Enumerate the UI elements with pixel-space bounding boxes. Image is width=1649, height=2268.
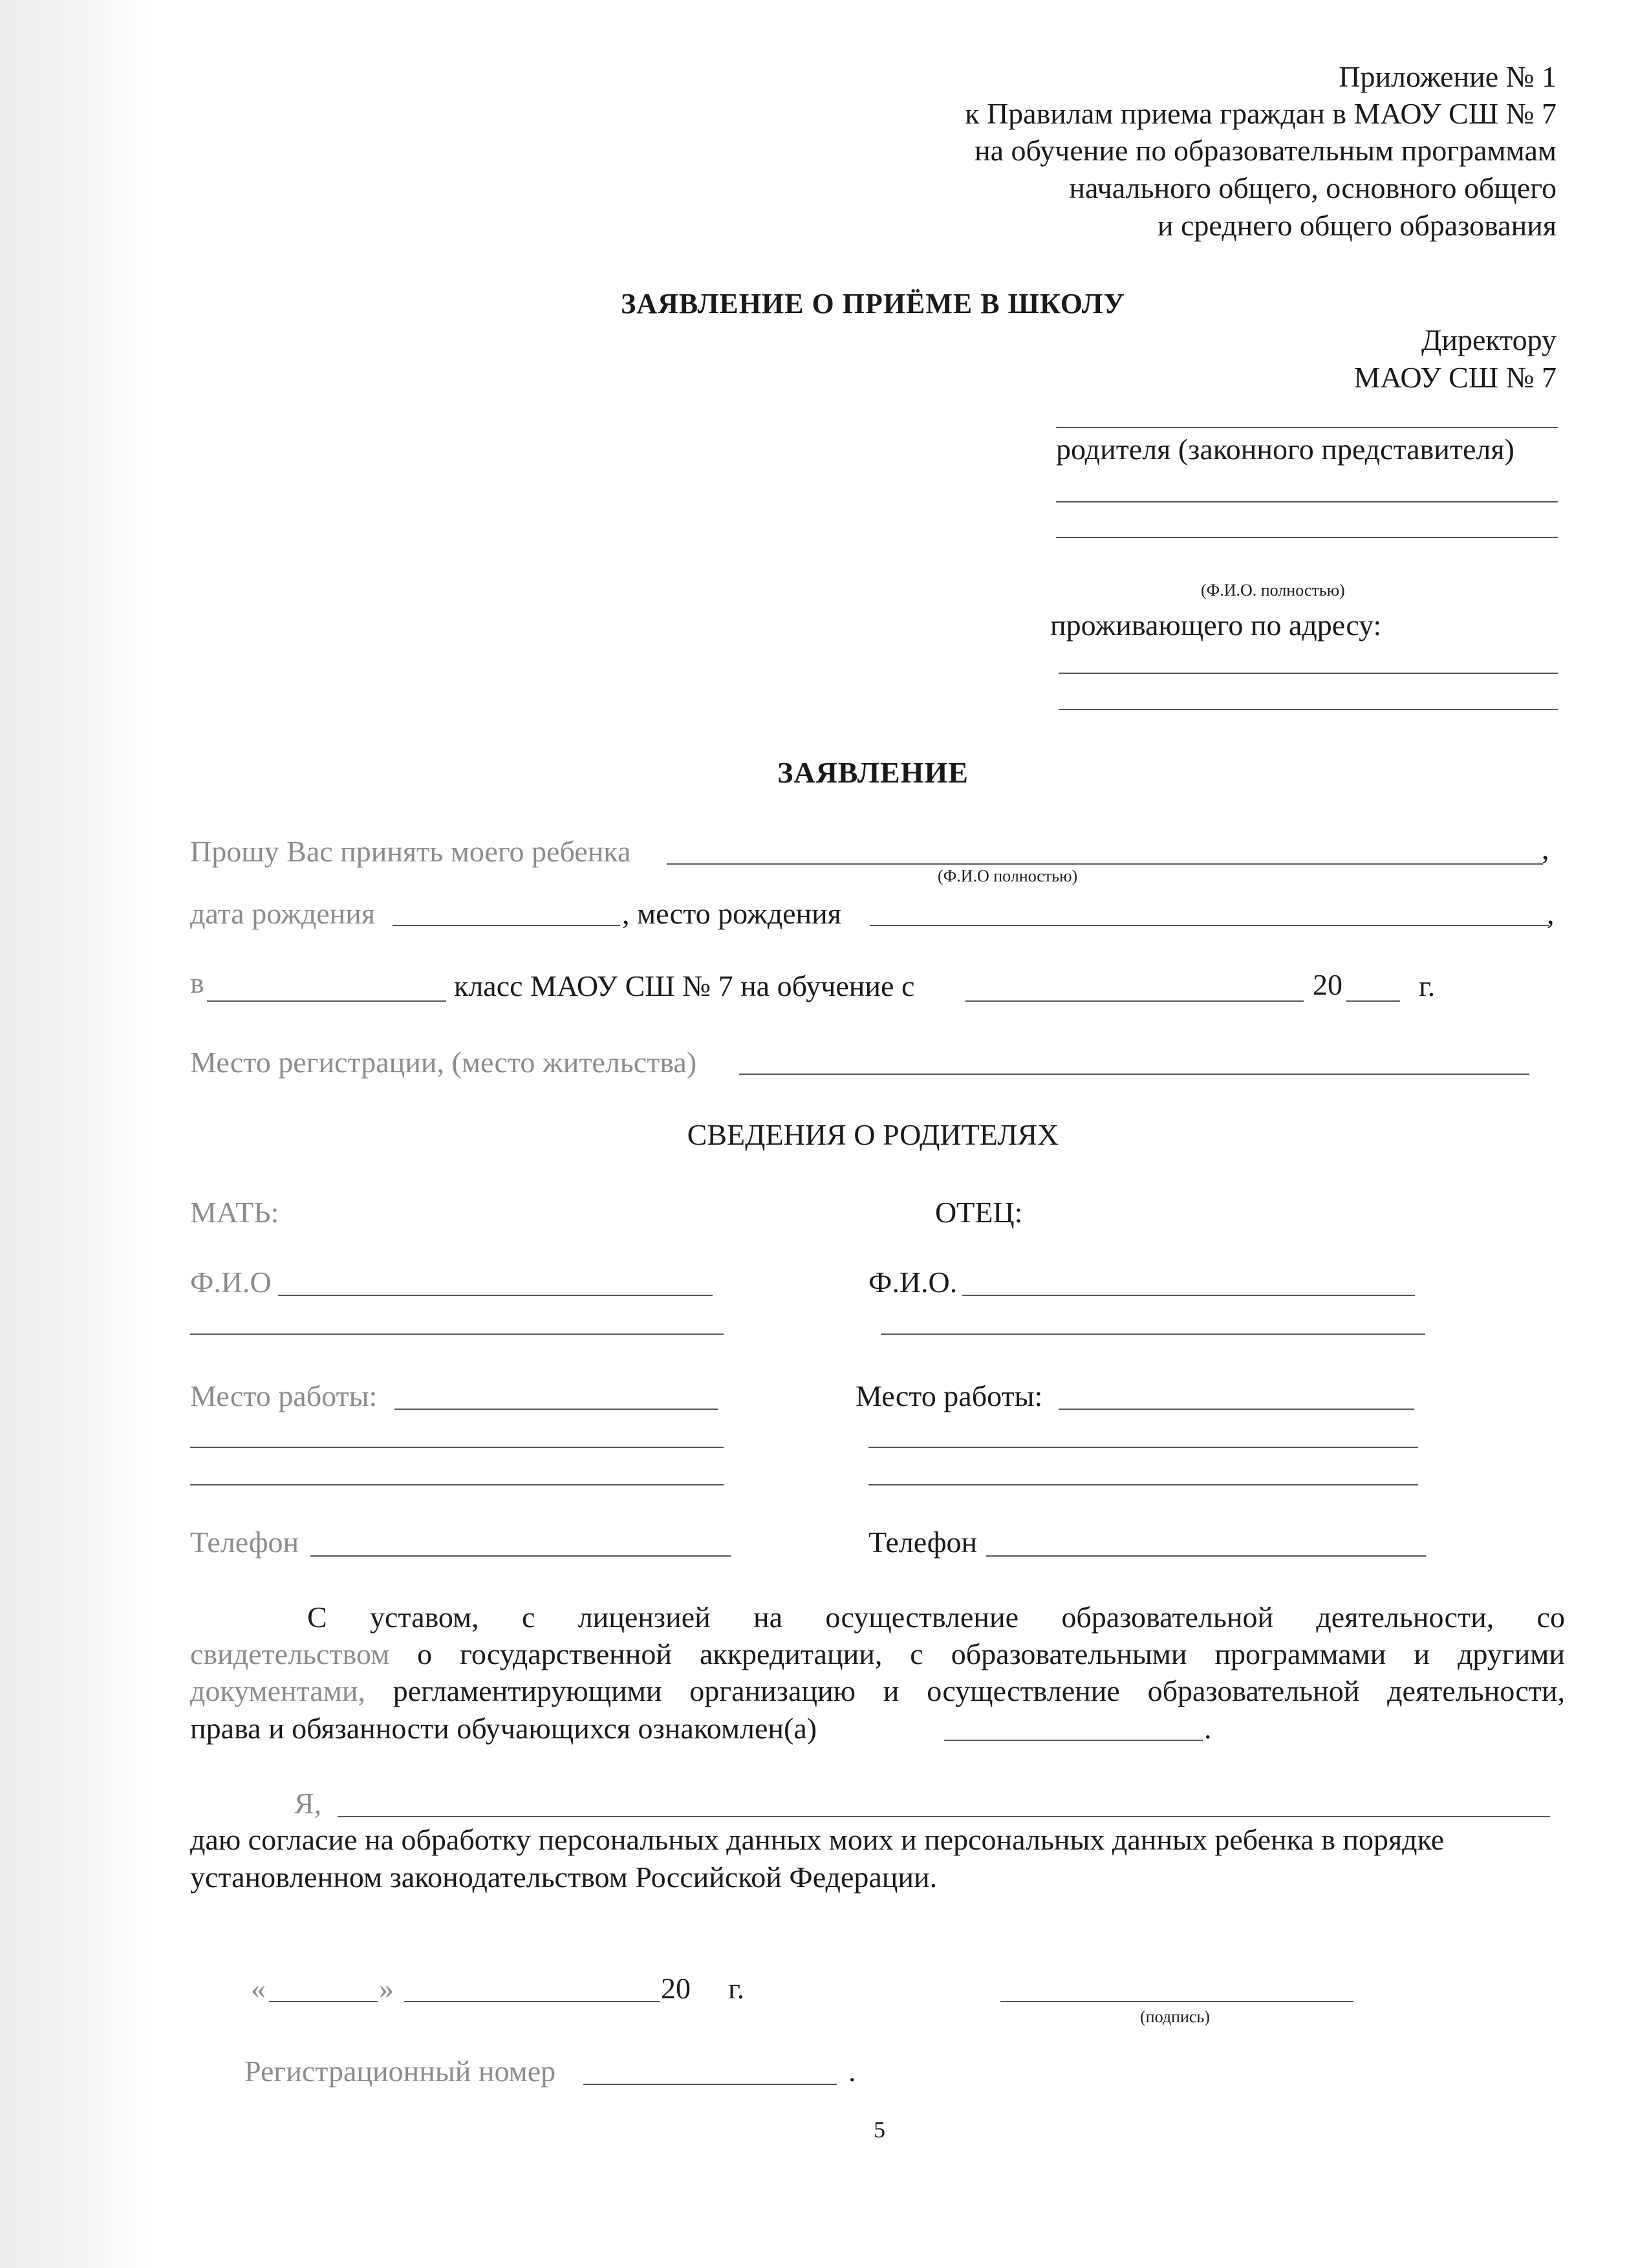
- consent-prefix: Я,: [294, 1787, 322, 1820]
- class-number-field[interactable]: [207, 1000, 446, 1002]
- child-line-comma: ,: [1542, 832, 1549, 865]
- scan-shadow-edge: [0, 0, 155, 2268]
- header-title: ЗАЯВЛЕНИЕ О ПРИЁМЕ В ШКОЛУ: [621, 288, 1125, 319]
- class-label: класс МАОУ СШ № 7 на обучение с: [454, 969, 915, 1002]
- application-title: ЗАЯВЛЕНИЕ: [777, 756, 969, 789]
- ack-line-4-end: .: [1204, 1712, 1212, 1745]
- class-prefix: в: [190, 966, 204, 999]
- mother-phone-label: Телефон: [190, 1526, 299, 1559]
- appendix-line-1: Приложение № 1: [1339, 60, 1557, 93]
- address-blank-1[interactable]: [1059, 673, 1558, 674]
- mother-work-field-1[interactable]: [394, 1409, 718, 1410]
- date-year-prefix: 20: [661, 1972, 691, 2005]
- parent-fio-blank-1[interactable]: [1056, 501, 1558, 502]
- consent-line-2: даю согласие на обработку персональных данных моих и персональных данных ребенка в порядке: [190, 1823, 1445, 1856]
- reg-number-end: .: [848, 2055, 856, 2088]
- consent-line-3: установленном законодательством Российской Федерации.: [190, 1861, 938, 1894]
- mother-work-label: Место работы:: [190, 1379, 378, 1412]
- registration-label: Место регистрации, (место жительства): [190, 1046, 697, 1079]
- mother-heading: МАТЬ:: [190, 1196, 279, 1229]
- consent-name-field[interactable]: [338, 1816, 1550, 1817]
- mother-phone-field[interactable]: [310, 1555, 731, 1557]
- parent-label: родителя (законного представителя): [1056, 433, 1514, 466]
- start-date-field[interactable]: [965, 1000, 1304, 1002]
- child-fio-hint: (Ф.И.О полностью): [938, 867, 1078, 885]
- ack-signature-field[interactable]: [944, 1740, 1203, 1741]
- birth-line-comma: ,: [1547, 897, 1555, 930]
- birth-date-label: дата рождения: [190, 897, 376, 930]
- birth-place-field[interactable]: [870, 925, 1549, 926]
- father-work-label: Место работы:: [856, 1379, 1043, 1412]
- mother-fio-field-2[interactable]: [190, 1334, 724, 1335]
- date-quote-open: «: [251, 1972, 266, 2005]
- addressee-blank-1[interactable]: [1056, 427, 1558, 428]
- child-label-text: Прошу Вас принять моего ребенка: [190, 835, 631, 868]
- child-fio-field[interactable]: [667, 863, 1543, 865]
- father-fio-field-1[interactable]: [962, 1295, 1415, 1296]
- father-fio-field-2[interactable]: [881, 1334, 1425, 1335]
- date-year-suffix: г.: [728, 1972, 745, 2005]
- date-month-field[interactable]: [404, 2001, 660, 2002]
- appendix-line-4: начального общего, основного общего: [1069, 171, 1557, 204]
- ack-line-3: документами, регламентирующими организацию и осуществление образовательной деятельности,: [190, 1674, 1565, 1707]
- year-prefix: 20: [1313, 968, 1342, 1001]
- registration-field[interactable]: [739, 1074, 1529, 1075]
- mother-fio-field-1[interactable]: [278, 1295, 713, 1296]
- birth-date-field[interactable]: [393, 925, 620, 926]
- appendix-line-2: к Правилам приема граждан в МАОУ СШ № 7: [965, 97, 1557, 130]
- father-fio-label: Ф.И.О.: [868, 1266, 958, 1299]
- signature-hint: (подпись): [1140, 2007, 1210, 2026]
- parents-section-title: СВЕДЕНИЯ О РОДИТЕЛЯХ: [687, 1118, 1059, 1151]
- reg-number-label: Регистрационный номер: [244, 2055, 556, 2088]
- father-work-field-1[interactable]: [1059, 1409, 1414, 1410]
- page-number: 5: [874, 2117, 885, 2143]
- father-work-field-3[interactable]: [868, 1484, 1418, 1485]
- father-heading: ОТЕЦ:: [935, 1196, 1023, 1229]
- signature-field[interactable]: [1000, 2001, 1353, 2002]
- addressee-school: МАОУ СШ № 7: [1353, 361, 1557, 394]
- fio-hint: (Ф.И.О. полностью): [1201, 581, 1345, 599]
- father-work-field-2[interactable]: [868, 1447, 1418, 1448]
- addressee-director: Директору: [1421, 323, 1557, 356]
- reg-number-field[interactable]: [583, 2084, 837, 2085]
- mother-fio-label: Ф.И.О: [190, 1266, 272, 1299]
- date-day-field[interactable]: [269, 2001, 378, 2002]
- parent-fio-blank-2[interactable]: [1056, 537, 1558, 538]
- address-blank-2[interactable]: [1059, 709, 1558, 710]
- year-suffix: г.: [1419, 969, 1436, 1002]
- start-year-field[interactable]: [1346, 1000, 1400, 1002]
- child-label: [190, 837, 630, 867]
- father-phone-field[interactable]: [986, 1555, 1426, 1557]
- ack-line-1: С уставом, с лицензией на осуществление образовательной деятельности, со: [307, 1601, 1565, 1634]
- appendix-line-3: на обучение по образовательным программам: [975, 134, 1557, 167]
- mother-work-field-3[interactable]: [190, 1484, 724, 1485]
- mother-work-field-2[interactable]: [190, 1447, 724, 1448]
- address-label: проживающего по адресу:: [1050, 609, 1382, 642]
- birth-place-label: , место рождения: [622, 897, 841, 930]
- father-phone-label: Телефон: [868, 1526, 978, 1559]
- date-quote-close: »: [379, 1972, 394, 2005]
- ack-line-4: права и обязанности обучающихся ознакомлен(а): [190, 1712, 817, 1745]
- ack-line-2: свидетельством о государственной аккредитации, с образовательными программами и другими: [190, 1637, 1565, 1670]
- appendix-line-5: и среднего общего образования: [1157, 209, 1557, 242]
